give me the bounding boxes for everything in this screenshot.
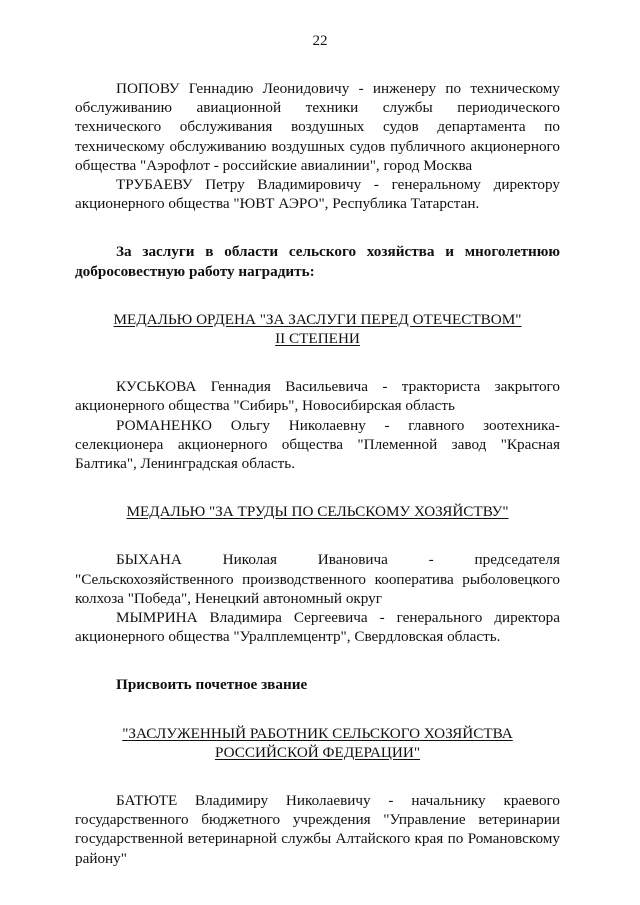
award-heading (75, 743, 560, 762)
award-entry: БЫХАНА Николая Ивановича - председателя "Сельскохозяйственного производственного кооператива рыболовецкого колхоза "Победа", Ненецкий автономный округ (75, 551, 560, 607)
document-body (75, 79, 560, 868)
award-heading (75, 502, 560, 521)
award-entry: КУСЬКОВА Геннадия Васильевича - тракториста закрытого акционерного общества "Сибирь", Новосибирская область (75, 378, 560, 415)
award-entry: ТРУБАЕВУ Петру Владимировичу - генеральному директору акционерного общества "ЮВТ АЭРО", Республика Татарстан. (75, 176, 560, 213)
award-entry: РОМАНЕНКО Ольгу Николаевну - главного зоотехника-селекционера акционерного общества "Племенной завод "Красная Балтика", Ленинградская область. (75, 416, 560, 473)
page-number: 22 (312, 33, 328, 49)
award-entry: БАТЮТЕ Владимиру Николаевичу - начальнику краевого государственного бюджетного учреждения "Управление ветеринарии государственной ветеринарной службы Алтайского края по Романовскому району" (75, 792, 560, 867)
award-heading (75, 724, 560, 743)
award-heading-line: II СТЕПЕНИ (275, 330, 360, 348)
award-heading-line: "ЗАСЛУЖЕННЫЙ РАБОТНИК СЕЛЬСКОГО ХОЗЯЙСТВА (122, 724, 513, 742)
section-intro: Присвоить почетное звание (116, 676, 308, 694)
award-entry: МЫМРИНА Владимира Сергеевича - генерального директора акционерного общества "Уралплемцентр", Свердловская область. (75, 609, 560, 646)
section-intro: За заслуги в области сельского хозяйства и многолетнюю добросовестную работу наградить: (75, 243, 560, 280)
award-heading (75, 329, 560, 348)
award-heading (75, 310, 560, 329)
award-heading-line: МЕДАЛЬЮ ОРДЕНА "ЗА ЗАСЛУГИ ПЕРЕД ОТЕЧЕСТВОМ" (113, 310, 522, 328)
award-heading-line: МЕДАЛЬЮ "ЗА ТРУДЫ ПО СЕЛЬСКОМУ ХОЗЯЙСТВУ" (126, 503, 509, 521)
award-heading-line: РОССИЙСКОЙ ФЕДЕРАЦИИ" (214, 743, 421, 761)
award-entry: ПОПОВУ Геннадию Леонидовичу - инженеру по техническому обслуживанию авиационной техники службы периодического технического обслуживания воздушных судов департамента по техническому обслуживанию воздушных судов публичного акционерного общества "Аэрофлот - российские авиалинии", город Москва (75, 80, 560, 174)
